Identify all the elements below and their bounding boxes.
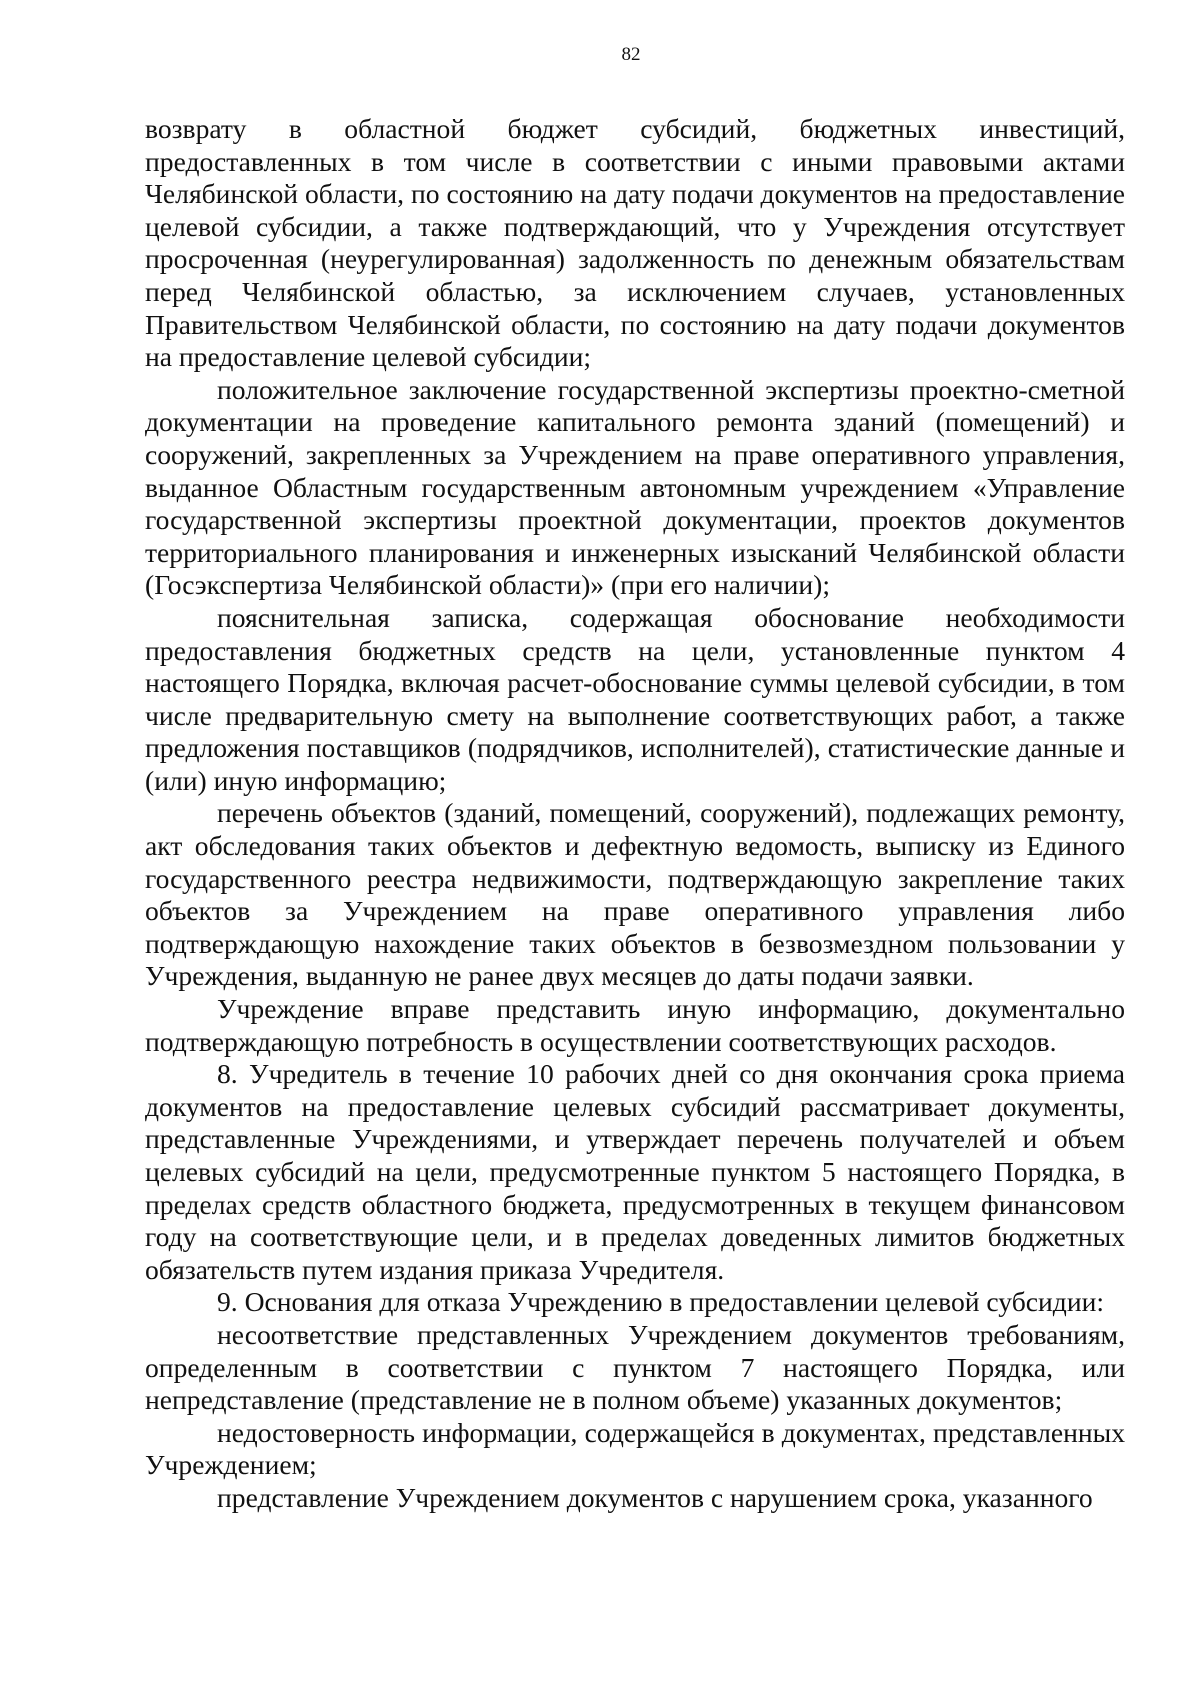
paragraph: пояснительная записка, содержащая обоснование необходимости предоставления бюджетных средств на цели, установленные пунктом 4 настоящего Порядка, включая расчет-обоснование суммы целевой субсидии, в том числе предварительную смету на выполнение соответствующих работ, а также предложения поставщиков (подрядчиков, исполнителей), статистические данные и (или) иную информацию; xyxy=(145,601,1125,796)
paragraph: несоответствие представленных Учреждением документов требованиям, определенным в соответствии с пунктом 7 настоящего Порядка, или непредставление (представление не в полном объеме) указанных документов; xyxy=(145,1318,1125,1416)
paragraph: перечень объектов (зданий, помещений, сооружений), подлежащих ремонту, акт обследования таких объектов и дефектную ведомость, выписку из Единого государственного реестра недвижимости, подтверждающую закрепление таких объектов за Учреждением на праве оперативного управления либо подтверждающую нахождение таких объектов в безвозмездном пользовании у Учреждения, выданную не ранее двух месяцев до даты подачи заявки. xyxy=(145,797,1125,992)
document-body xyxy=(145,113,1125,1515)
paragraph: возврату в областной бюджет субсидий, бюджетных инвестиций, предоставленных в том числе в соответствии с иными правовыми актами Челябинской области, по состоянию на дату подачи документов на предоставление целевой субсидии, а также подтверждающий, что у Учреждения отсутствует просроченная (неурегулированная) задолженность по денежным обязательствам перед Челябинской областью, за исключением случаев, установленных Правительством Челябинской области, по состоянию на дату подачи документов на предоставление целевой субсидии; xyxy=(145,113,1125,373)
paragraph: Учреждение вправе представить иную информацию, документально подтверждающую потребность в осуществлении соответствующих расходов. xyxy=(145,993,1125,1057)
paragraph: 8. Учредитель в течение 10 рабочих дней со дня окончания срока приема документов на предоставление целевых субсидий рассматривает документы, представленные Учреждениями, и утверждает перечень получателей и объем целевых субсидий на цели, предусмотренные пунктом 5 настоящего Порядка, в пределах средств областного бюджета, предусмотренных в текущем финансовом году на соответствующие цели, и в пределах доведенных лимитов бюджетных обязательств путем издания приказа Учредителя. xyxy=(145,1058,1125,1285)
paragraph: положительное заключение государственной экспертизы проектно-сметной документации на проведение капитального ремонта зданий (помещений) и сооружений, закрепленных за Учреждением на праве оперативного управления, выданное Областным государственным автономным учреждением «Управление государственной экспертизы проектной документации, проектов документов территориального планирования и инженерных изысканий Челябинской области (Госэкспертиза Челябинской области)» (при его наличии); xyxy=(145,373,1125,601)
paragraph: 9. Основания для отказа Учреждению в предоставлении целевой субсидии: xyxy=(217,1286,1105,1318)
page-number: 82 xyxy=(621,44,641,65)
paragraph: недостоверность информации, содержащейся в документах, представленных Учреждением; xyxy=(145,1416,1125,1481)
paragraph: представление Учреждением документов с нарушением срока, указанного xyxy=(217,1481,1093,1513)
